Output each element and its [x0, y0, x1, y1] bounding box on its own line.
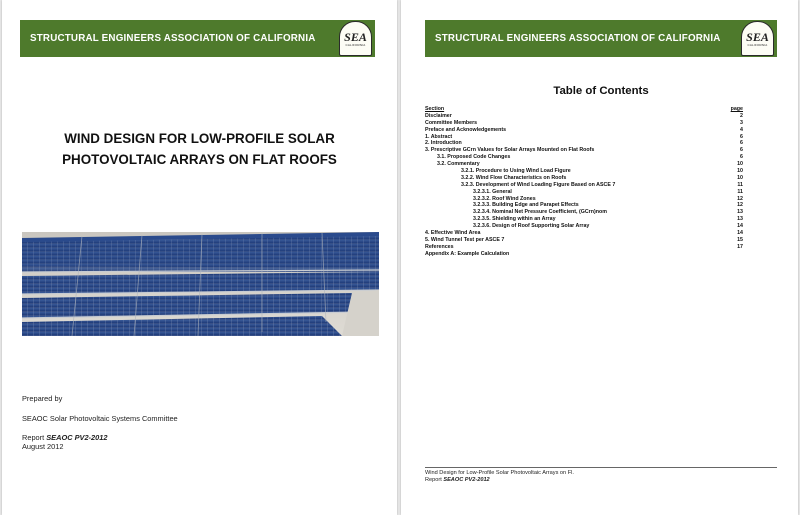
footer-doc-title: Wind Design for Low-Profile Solar Photovoltaic Arrays on Fl. — [425, 470, 574, 476]
toc-entry-text: 3.2.1. Procedure to Using Wind Load Figure — [461, 168, 571, 175]
report-code: SEAOC PV2-2012 — [46, 433, 108, 442]
toc-entry-page: 11 — [737, 181, 743, 188]
toc-entry-page: 6 — [740, 140, 743, 147]
footer-divider — [425, 467, 777, 468]
toc-page-header: page — [730, 106, 743, 112]
toc-entry-text: 3.2.3.1. General — [473, 188, 512, 195]
toc-entry[interactable] — [425, 182, 743, 189]
toc-entry[interactable] — [425, 161, 743, 168]
footer-report-prefix: Report — [425, 477, 444, 483]
logo-subtext: CALIFORNIA — [747, 42, 768, 47]
toc-entry[interactable] — [425, 230, 743, 237]
toc-entry-page: 15 — [737, 236, 743, 243]
cover-page — [2, 0, 397, 515]
toc-entry-text: 3.2.3.4. Nominal Net Pressure Coefficient, (GCrn)nom — [473, 209, 607, 216]
title-line-1: WIND DESIGN FOR LOW-PROFILE SOLAR — [64, 131, 335, 146]
toc-entry[interactable] — [425, 113, 743, 120]
toc-entry[interactable] — [425, 209, 743, 216]
toc-entry-text: 3.2. Commentary — [437, 161, 480, 168]
toc-entry-page: 11 — [737, 188, 743, 195]
toc-entry[interactable] — [425, 223, 743, 230]
toc-entry[interactable] — [425, 168, 743, 175]
toc-entry[interactable] — [425, 175, 743, 182]
toc-entry-text: 1. Abstract — [425, 133, 453, 140]
toc-entry-page: 6 — [740, 133, 743, 140]
toc-entry-page: 6 — [740, 154, 743, 161]
toc-entry-text: 3.2.2. Wind Flow Characteristics on Roofs — [461, 174, 567, 181]
toc-entry-text: Appendix A: Example Calculation — [425, 250, 510, 257]
prepared-by-label: Prepared by — [22, 394, 63, 403]
toc-entry-page: 10 — [737, 161, 743, 168]
toc-entry[interactable] — [425, 120, 743, 127]
toc-entry[interactable] — [425, 134, 743, 141]
toc-entry-text: 3.2.3.6. Design of Roof Supporting Solar Array — [473, 223, 590, 230]
toc-entry-text: 4. Effective Wind Area — [425, 230, 481, 237]
toc-entry-text: 3.2.3.5. Shielding within an Array — [473, 216, 556, 223]
toc-entry-text: References — [425, 243, 454, 250]
toc-title: Table of Contents — [553, 85, 649, 97]
toc-entry-text: 3.1. Proposed Code Changes — [437, 154, 511, 161]
toc-entry-page: 13 — [737, 216, 743, 223]
toc-page — [401, 0, 798, 515]
toc-entry-page: 14 — [737, 223, 743, 230]
toc-entry-text: Committee Members — [425, 119, 478, 126]
title-line-2: PHOTOVOLTAIC ARRAYS ON FLAT ROOFS — [62, 152, 337, 167]
table-of-contents — [425, 106, 743, 258]
toc-entry[interactable] — [425, 147, 743, 154]
toc-entry-text: 3. Prescriptive GCrn Values for Solar Arrays Mounted on Flat Roofs — [425, 147, 595, 154]
toc-entry[interactable] — [425, 202, 743, 209]
org-name: STRUCTURAL ENGINEERS ASSOCIATION OF CALIFORNIA — [435, 33, 721, 44]
header-banner — [20, 20, 375, 57]
toc-entry[interactable] — [425, 244, 743, 251]
seaoc-logo — [339, 21, 372, 56]
toc-section-header: Section — [425, 106, 445, 112]
toc-entry[interactable] — [425, 154, 743, 161]
toc-entry[interactable] — [425, 196, 743, 203]
toc-entry-page — [729, 251, 743, 258]
toc-entry[interactable] — [425, 251, 743, 258]
report-number — [22, 433, 107, 442]
footer-report-number — [425, 477, 490, 483]
toc-entry-page: 3 — [740, 119, 743, 126]
solar-array-photo — [22, 232, 379, 336]
footer-report-code: SEAOC PV2-2012 — [443, 477, 490, 483]
toc-entry[interactable] — [425, 127, 743, 134]
toc-entry-page: 6 — [740, 147, 743, 154]
org-name: STRUCTURAL ENGINEERS ASSOCIATION OF CALIFORNIA — [30, 33, 316, 44]
toc-entry[interactable] — [425, 140, 743, 147]
logo-text: SEA — [344, 29, 367, 44]
toc-entry-page: 10 — [737, 168, 743, 175]
toc-entry-text: 2. Introduction — [425, 140, 462, 147]
toc-entry-text: 5. Wind Tunnel Test per ASCE 7 — [425, 236, 505, 243]
report-date: August 2012 — [22, 442, 64, 451]
toc-entry-page: 12 — [737, 202, 743, 209]
toc-entry[interactable] — [425, 189, 743, 196]
toc-entry-text: 3.2.3.3. Building Edge and Parapet Effects — [473, 202, 579, 209]
document-title — [22, 128, 377, 170]
toc-entry-page: 14 — [737, 230, 743, 237]
toc-entry[interactable] — [425, 216, 743, 223]
logo-text: SEA — [746, 29, 769, 44]
logo-subtext: CALIFORNIA — [345, 42, 366, 47]
seaoc-logo — [741, 21, 774, 56]
toc-entry-text: 3.2.3. Development of Wind Loading Figure Based on ASCE 7 — [461, 181, 616, 188]
header-banner — [425, 20, 777, 57]
toc-entry-text: Preface and Acknowledgements — [425, 126, 507, 133]
toc-entry-text: 3.2.3.2. Roof Wind Zones — [473, 195, 536, 202]
toc-entry-page: 2 — [740, 112, 743, 119]
toc-entry-page: 10 — [737, 174, 743, 181]
toc-entry-page: 4 — [740, 126, 743, 133]
toc-entry-page: 13 — [737, 209, 743, 216]
report-prefix: Report — [22, 433, 47, 442]
toc-entry-page: 17 — [737, 243, 743, 250]
toc-entry[interactable] — [425, 237, 743, 244]
toc-entry-page: 12 — [737, 195, 743, 202]
toc-header-row — [425, 106, 743, 113]
toc-entry-text: Disclaimer — [425, 112, 452, 119]
committee-name: SEAOC Solar Photovoltaic Systems Committee — [22, 414, 178, 423]
